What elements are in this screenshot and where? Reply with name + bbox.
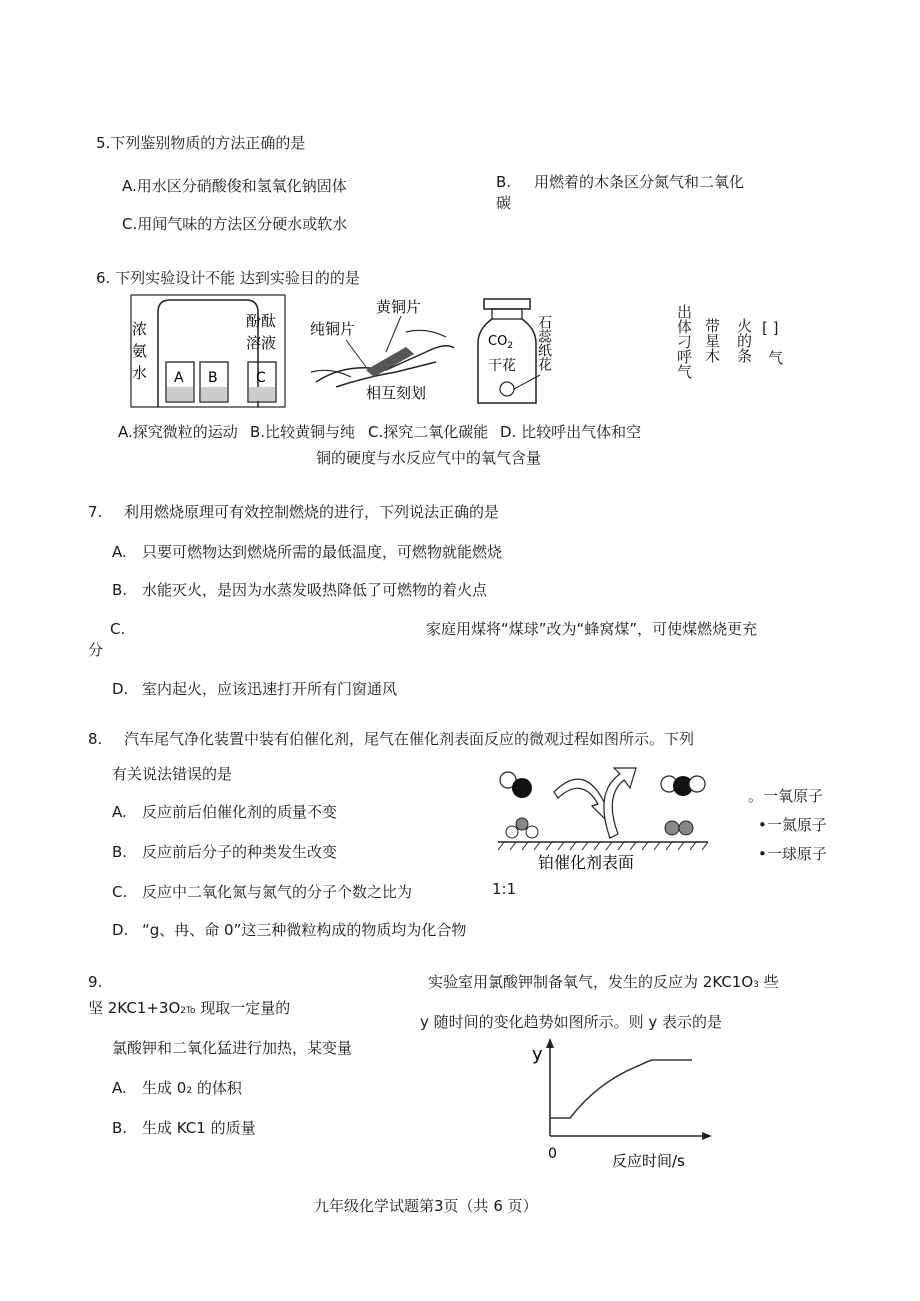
q9-b: 生成 KC1 的质量 — [142, 1119, 256, 1137]
q9-b-label: B. — [112, 1119, 128, 1137]
figa-right1: 酚酞 — [246, 312, 277, 330]
q9-graph-y: y — [532, 1044, 543, 1065]
q5-option-c: C.用闻气味的方法区分硬水或软水 — [122, 215, 348, 233]
figa-label2: 氨 — [132, 342, 148, 360]
q7-d-label: D. — [112, 680, 129, 698]
q9-line2-right: y 随时间的变化趋势如图所示。则 y 表示的是 — [420, 1013, 723, 1031]
q8-legend-o: 。一氧原子 — [748, 787, 824, 805]
q9-line2-left: 坚 2KC1+3O2To 现取一定量的 — [88, 999, 291, 1017]
q7-b-label: B. — [112, 581, 128, 599]
q8-figure — [494, 762, 716, 874]
page-footer: 九年级化学试题第3页（共 6 页） — [314, 1197, 538, 1215]
figa-beaker-c: C — [256, 370, 266, 386]
figb-left: 纯铜片 — [310, 320, 356, 338]
q8-b: 反应前后分子的种类发生改变 — [142, 843, 338, 861]
q9-num: 9. — [88, 973, 103, 991]
q6-options-line2: 铜的硬度与水反应气中的氧气含量 — [316, 449, 542, 467]
figa-label3: 水 — [132, 364, 148, 382]
figd-col4a: [ ] — [762, 319, 779, 337]
figa-label1: 浓 — [132, 320, 148, 338]
q7-c-label: C. — [110, 620, 126, 638]
figc-gas: $CO_2$ — [488, 334, 514, 351]
q8-d: “g、冉、命 0”这三种微粒构成的物质均为化合物 — [142, 921, 467, 939]
figd-col4b: 气 — [768, 349, 784, 367]
q8-num: 8. — [88, 730, 103, 748]
q9-graph-origin: 0 — [548, 1146, 557, 1162]
q6-option-d: D. 比较呼出气体和空 — [500, 423, 642, 441]
figa-right2: 溶液 — [246, 334, 277, 352]
q6-option-c: C.探究二氧化碳能 — [368, 423, 489, 441]
q8-surface-label: 铂催化剂表面 — [538, 853, 635, 872]
q5-option-a: A.用水区分硝酸俊和氢氧化钠固体 — [122, 177, 347, 195]
q6-option-a: A.探究微粒的运动 — [118, 423, 238, 441]
q5-option-b-cont: 碳 — [496, 194, 512, 212]
figd-col2: 带星木 — [703, 318, 721, 363]
q6-stem-cut: 6. 下列实验设计不能 达到实验目的的是 — [96, 269, 360, 287]
figb-bottom: 相互刻划 — [366, 384, 427, 402]
q8-d-label: D. — [112, 921, 129, 939]
figa-beaker-a: A — [174, 370, 184, 386]
figc-flower: 干花 — [488, 358, 516, 374]
q5-option-b-label: B. — [496, 173, 512, 191]
q7-num: 7. — [88, 503, 103, 521]
figd-col1: 出体刁呼气 — [675, 304, 693, 379]
q8-a: 反应前后伯催化剂的质量不变 — [142, 803, 338, 821]
figa-beaker-b: B — [208, 370, 218, 386]
figc-side: 石蕊纸花 — [536, 315, 552, 371]
q8-b-label: B. — [112, 843, 128, 861]
q7-a: 只要可燃物达到燃烧所需的最低温度，可燃物就能燃烧 — [142, 543, 503, 561]
q7-c-cont: 分 — [88, 641, 104, 659]
q5-stem: 5.下列鉴别物质的方法正确的是 — [96, 134, 306, 152]
q6-figure-b — [306, 292, 456, 407]
q9-a-label: A. — [112, 1079, 127, 1097]
q7-b: 水能灭火，是因为水蒸发吸热降低了可燃物的着火点 — [142, 581, 488, 599]
q7-a-label: A. — [112, 543, 127, 561]
q8-a-label: A. — [112, 803, 127, 821]
q8-legend-c: •一球原子 — [758, 845, 827, 863]
q6-option-b: B.比较黄铜与纯 — [250, 423, 356, 441]
q8-stem2: 有关说法错误的是 — [112, 765, 233, 783]
q6-figure-c — [474, 295, 564, 410]
q7-c: 家庭用煤将“煤球”改为“蜂窝煤”，可使煤燃烧更充 — [426, 620, 758, 638]
q7-d: 室内起火，应该迅速打开所有门窗通风 — [142, 680, 398, 698]
q6-figure-a — [128, 292, 288, 412]
q8-c-ratio: 1:1 — [492, 880, 517, 898]
q9-graph-xlabel: 反应时间/s — [612, 1152, 685, 1170]
figd-col3: 火的条 — [735, 318, 753, 363]
q8-legend-n: •一氮原子 — [758, 816, 827, 834]
q9-line3: 氯酸钾和二氧化猛进行加热，某变量 — [112, 1039, 353, 1057]
q9-stem-right: 实验室用氯酸钾制备氧气，发生的反应为 2KC1O3 些 — [428, 973, 779, 991]
q9-graph — [528, 1036, 718, 1174]
q7-stem: 利用燃烧原理可有效控制燃烧的进行，下列说法正确的是 — [124, 503, 500, 521]
q8-c-label: C. — [112, 883, 128, 901]
q8-c: 反应中二氧化氮与氮气的分子个数之比为 — [142, 883, 413, 901]
figb-top: 黄铜片 — [376, 298, 422, 316]
q5-option-b: 用燃着的木条区分氮气和二氧化 — [534, 173, 745, 191]
q8-stem: 汽车尾气净化装置中装有伯催化剂，尾气在催化剂表面反应的微观过程如图所示。下列 — [124, 730, 695, 748]
q9-a: 生成 02 的体积 — [142, 1079, 242, 1097]
